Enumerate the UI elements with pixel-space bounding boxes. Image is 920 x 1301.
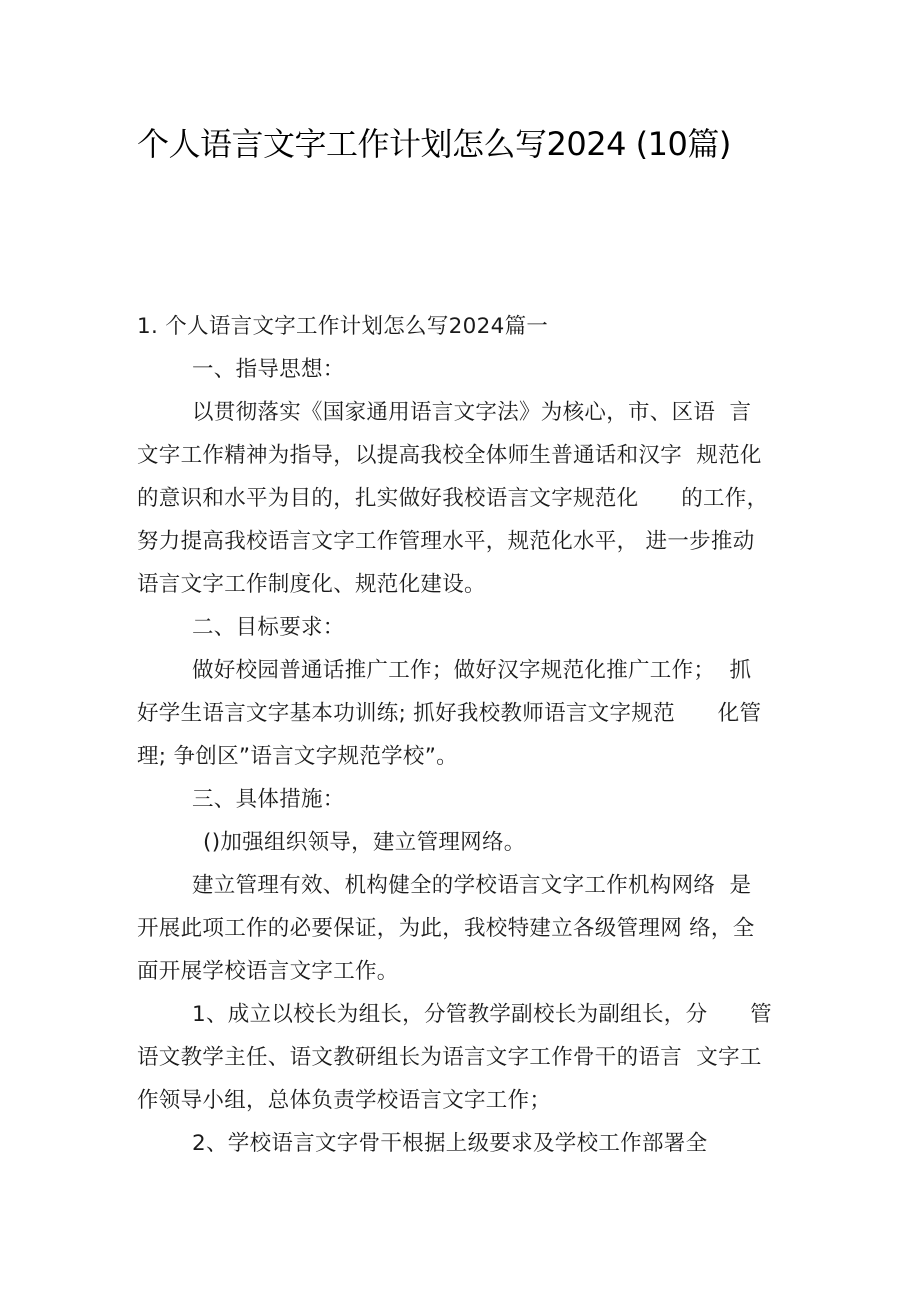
paragraph-line: 理; 争创区”语言文字规范学校”。 xyxy=(137,744,458,769)
paragraph-line: 好学生语言文字基本功训练; 抓好我校教师语言文字规范 化管 xyxy=(137,701,762,726)
subheading-measures: 三、具体措施： xyxy=(192,787,345,812)
list-item-heading: ()加强组织领导，建立管理网络。 xyxy=(203,830,526,855)
paragraph-line: 努力提高我校语言文字工作管理水平，规范化水平， 进一步推动 xyxy=(137,529,755,554)
paragraph-line: 文字工作精神为指导，以提高我校全体师生普通话和汉字 规范化 xyxy=(137,443,762,468)
paragraph-line: 的意识和水平为目的，扎实做好我校语言文字规范化 的工作， xyxy=(137,486,769,511)
paragraph-line: 建立管理有效、机构健全的学校语言文字工作机构网络 是 xyxy=(192,873,752,898)
paragraph-line: 作领导小组，总体负责学校语言文字工作； xyxy=(137,1088,552,1113)
section-heading: 1. 个人语言文字工作计划怎么写2024篇一 xyxy=(137,314,549,339)
paragraph-line: 面开展学校语言文字工作。 xyxy=(137,959,399,984)
paragraph-line: 做好校园普通话推广工作；做好汉字规范化推广工作； 抓 xyxy=(192,658,752,683)
document-title: 个人语言文字工作计划怎么写2024 (10篇) xyxy=(137,125,731,163)
subheading-guiding-ideology: 一、指导思想： xyxy=(192,357,345,382)
paragraph-line: 2、学校语言文字骨干根据上级要求及学校工作部署全 xyxy=(192,1131,708,1156)
paragraph-line: 以贯彻落实《国家通用语言文字法》为核心，市、区语 言 xyxy=(192,400,752,425)
subheading-goals: 二、目标要求： xyxy=(192,615,345,640)
paragraph-line: 开展此项工作的必要保证，为此，我校特建立各级管理网 络，全 xyxy=(137,916,755,941)
paragraph-line: 语文教学主任、语文教研组长为语言文字工作骨干的语言 文字工 xyxy=(137,1045,762,1070)
paragraph-line: 1、成立以校长为组长，分管教学副校长为副组长，分 管 xyxy=(192,1002,772,1027)
paragraph-line: 语言文字工作制度化、规范化建设。 xyxy=(137,572,486,597)
